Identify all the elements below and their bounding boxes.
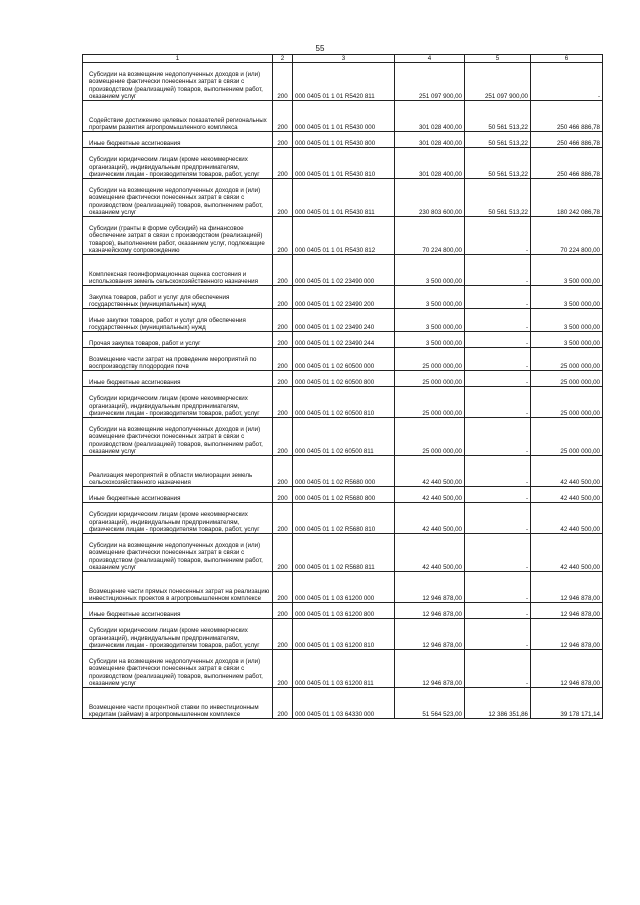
row-executed-amount: - xyxy=(465,619,531,650)
row-description-text: Иные бюджетные ассигнования xyxy=(89,611,181,618)
table-row xyxy=(83,132,603,148)
row-classification-code: 000 0405 01 1 02 60500 800 xyxy=(293,371,395,387)
table-body xyxy=(83,55,603,719)
row-executed-amount: - xyxy=(465,371,531,387)
table-row xyxy=(83,217,603,255)
row-executed-amount: - xyxy=(465,286,531,309)
table-row xyxy=(83,101,603,132)
row-description xyxy=(83,688,273,719)
row-code: 200 xyxy=(273,603,293,619)
row-code: 200 xyxy=(273,688,293,719)
row-approved-amount: 230 803 600,00 xyxy=(395,179,465,217)
row-unexecuted-amount: 3 500 000,00 xyxy=(531,286,603,309)
row-description xyxy=(83,286,273,309)
table-row xyxy=(83,309,603,332)
row-approved-amount: 301 028 400,00 xyxy=(395,101,465,132)
row-description xyxy=(83,309,273,332)
row-unexecuted-amount: 42 440 500,00 xyxy=(531,456,603,487)
row-executed-amount: 50 561 513,22 xyxy=(465,132,531,148)
row-executed-amount: - xyxy=(465,456,531,487)
table-row xyxy=(83,619,603,650)
row-unexecuted-amount: 25 000 000,00 xyxy=(531,418,603,456)
row-unexecuted-amount: 25 000 000,00 xyxy=(531,371,603,387)
row-description xyxy=(83,63,273,101)
row-code: 200 xyxy=(273,255,293,286)
row-code: 200 xyxy=(273,650,293,688)
row-executed-amount: - xyxy=(465,255,531,286)
row-description xyxy=(83,148,273,179)
table-row xyxy=(83,603,603,619)
row-executed-amount: - xyxy=(465,487,531,503)
row-classification-code: 000 0405 01 1 01 R5430 810 xyxy=(293,148,395,179)
row-classification-code: 000 0405 01 1 02 23490 000 xyxy=(293,255,395,286)
header-cell-6: 6 xyxy=(531,55,603,63)
table-row xyxy=(83,286,603,309)
row-unexecuted-amount: 180 242 086,78 xyxy=(531,179,603,217)
row-unexecuted-amount: 39 178 171,14 xyxy=(531,688,603,719)
row-unexecuted-amount: 42 440 500,00 xyxy=(531,487,603,503)
row-classification-code: 000 0405 01 1 02 R5680 810 xyxy=(293,503,395,534)
row-classification-code: 000 0405 01 1 03 64330 000 xyxy=(293,688,395,719)
row-code: 200 xyxy=(273,286,293,309)
row-approved-amount: 12 946 878,00 xyxy=(395,619,465,650)
table-row xyxy=(83,503,603,534)
row-description-text: Содействие достижению целевых показателей региональных программ развития агропромышленного комплекса xyxy=(89,116,267,131)
row-classification-code: 000 0405 01 1 02 R5680 000 xyxy=(293,456,395,487)
row-approved-amount: 25 000 000,00 xyxy=(395,387,465,418)
header-cell-2: 2 xyxy=(273,55,293,63)
row-code: 200 xyxy=(273,387,293,418)
row-unexecuted-amount: 25 000 000,00 xyxy=(531,348,603,371)
row-description xyxy=(83,132,273,148)
row-approved-amount: 70 224 800,00 xyxy=(395,217,465,255)
row-classification-code: 000 0405 01 1 01 R5430 000 xyxy=(293,101,395,132)
row-code: 200 xyxy=(273,309,293,332)
row-unexecuted-amount: 3 500 000,00 xyxy=(531,309,603,332)
row-approved-amount: 51 564 523,00 xyxy=(395,688,465,719)
row-description xyxy=(83,619,273,650)
row-code: 200 xyxy=(273,179,293,217)
table-row xyxy=(83,487,603,503)
row-description-text: Закупка товаров, работ и услуг для обеспечения государственных (муниципальных) нужд xyxy=(89,293,230,308)
row-approved-amount: 3 500 000,00 xyxy=(395,332,465,348)
row-code: 200 xyxy=(273,348,293,371)
row-executed-amount: 50 561 513,22 xyxy=(465,101,531,132)
row-executed-amount: - xyxy=(465,534,531,572)
row-classification-code: 000 0405 01 1 03 61200 800 xyxy=(293,603,395,619)
row-description xyxy=(83,217,273,255)
row-approved-amount: 3 500 000,00 xyxy=(395,255,465,286)
row-description-text: Субсидии юридическим лицам (кроме некоммерческих организаций), индивидуальным предпринимателям, физическим лицам - производителям товаров, работ, услуг xyxy=(89,156,260,178)
row-classification-code: 000 0405 01 1 02 60500 000 xyxy=(293,348,395,371)
row-code: 200 xyxy=(273,332,293,348)
row-classification-code: 000 0405 01 1 03 61200 810 xyxy=(293,619,395,650)
table-row xyxy=(83,688,603,719)
row-description xyxy=(83,487,273,503)
page-number: 55 xyxy=(315,44,325,53)
table-row xyxy=(83,348,603,371)
table-row xyxy=(83,534,603,572)
row-unexecuted-amount: 3 500 000,00 xyxy=(531,332,603,348)
row-description xyxy=(83,650,273,688)
row-executed-amount: - xyxy=(465,348,531,371)
row-approved-amount: 301 028 400,00 xyxy=(395,132,465,148)
row-approved-amount: 251 097 900,00 xyxy=(395,63,465,101)
row-executed-amount: - xyxy=(465,387,531,418)
row-approved-amount: 3 500 000,00 xyxy=(395,309,465,332)
row-unexecuted-amount: - xyxy=(531,63,603,101)
header-cell-3: 3 xyxy=(293,55,395,63)
row-unexecuted-amount: 25 000 000,00 xyxy=(531,387,603,418)
row-executed-amount: - xyxy=(465,332,531,348)
row-description-text: Иные бюджетные ассигнования xyxy=(89,379,181,386)
row-classification-code: 000 0405 01 1 01 R5430 812 xyxy=(293,217,395,255)
row-approved-amount: 42 440 500,00 xyxy=(395,487,465,503)
row-classification-code: 000 0405 01 1 02 R5680 800 xyxy=(293,487,395,503)
row-approved-amount: 42 440 500,00 xyxy=(395,456,465,487)
row-description xyxy=(83,255,273,286)
row-executed-amount: - xyxy=(465,309,531,332)
row-description-text: Иные закупки товаров, работ и услуг для обеспечения государственных (муниципальных) нужд xyxy=(89,316,246,331)
row-description-text: Субсидии (гранты в форме субсидий) на финансовое обеспечение затрат в связи с производством (реализацией) товаров), выполнением работ, оказанием услуг, подлежащие казначейскому сопровождению xyxy=(89,224,265,254)
row-code: 200 xyxy=(273,101,293,132)
row-description xyxy=(83,387,273,418)
row-description-text: Субсидии на возмещение недополученных доходов и (или) возмещение фактически понесенных затрат в связи с производством (реализацией) товаров, выполнением работ, оказанием услуг xyxy=(89,70,263,100)
row-description-text: Иные бюджетные ассигнования xyxy=(89,495,181,502)
row-approved-amount: 301 028 400,00 xyxy=(395,148,465,179)
row-executed-amount: 12 386 351,86 xyxy=(465,688,531,719)
row-unexecuted-amount: 3 500 000,00 xyxy=(531,255,603,286)
table-row xyxy=(83,456,603,487)
table-row xyxy=(83,179,603,217)
row-executed-amount: - xyxy=(465,603,531,619)
row-unexecuted-amount: 250 466 886,78 xyxy=(531,101,603,132)
row-approved-amount: 12 946 878,00 xyxy=(395,572,465,603)
row-unexecuted-amount: 12 946 878,00 xyxy=(531,572,603,603)
row-description xyxy=(83,534,273,572)
row-approved-amount: 25 000 000,00 xyxy=(395,418,465,456)
header-row xyxy=(83,55,603,63)
row-description xyxy=(83,179,273,217)
row-unexecuted-amount: 12 946 878,00 xyxy=(531,603,603,619)
row-code: 200 xyxy=(273,619,293,650)
row-description xyxy=(83,332,273,348)
budget-execution-table xyxy=(82,54,603,719)
row-approved-amount: 3 500 000,00 xyxy=(395,286,465,309)
row-description-text: Реализация мероприятий в области мелиорации земель сельскохозяйственного назначения xyxy=(89,471,253,486)
row-unexecuted-amount: 250 466 886,78 xyxy=(531,132,603,148)
header-cell-5: 5 xyxy=(465,55,531,63)
row-executed-amount: 50 561 513,22 xyxy=(465,179,531,217)
row-code: 200 xyxy=(273,534,293,572)
row-classification-code: 000 0405 01 1 01 R5430 811 xyxy=(293,179,395,217)
table-row xyxy=(83,148,603,179)
row-unexecuted-amount: 42 440 500,00 xyxy=(531,534,603,572)
row-code: 200 xyxy=(273,487,293,503)
row-description xyxy=(83,456,273,487)
row-classification-code: 000 0405 01 1 02 23490 240 xyxy=(293,309,395,332)
row-approved-amount: 25 000 000,00 xyxy=(395,348,465,371)
row-code: 200 xyxy=(273,418,293,456)
row-executed-amount: - xyxy=(465,418,531,456)
row-approved-amount: 42 440 500,00 xyxy=(395,503,465,534)
row-executed-amount: - xyxy=(465,572,531,603)
row-classification-code: 000 0405 01 1 02 23490 200 xyxy=(293,286,395,309)
row-description-text: Субсидии на возмещение недополученных доходов и (или) возмещение фактически понесенных затрат в связи с производством (реализацией) товаров, выполнением работ, оказанием услуг xyxy=(89,186,263,216)
table-row xyxy=(83,572,603,603)
row-description xyxy=(83,371,273,387)
header-cell-1: 1 xyxy=(83,55,273,63)
row-classification-code: 000 0405 01 1 03 61200 811 xyxy=(293,650,395,688)
row-executed-amount: - xyxy=(465,650,531,688)
row-description-text: Возмещение части процентной ставки по инвестиционным кредитам (займам) в агропромышленном комплексе xyxy=(89,703,259,718)
row-code: 200 xyxy=(273,503,293,534)
row-unexecuted-amount: 70 224 800,00 xyxy=(531,217,603,255)
table-row xyxy=(83,650,603,688)
row-description xyxy=(83,572,273,603)
row-executed-amount: - xyxy=(465,503,531,534)
row-description-text: Комплексная геоинформационная оценка состояния и использования земель сельскохозяйственного назначения xyxy=(89,270,258,285)
row-description-text: Прочая закупка товаров, работ и услуг xyxy=(89,340,201,347)
row-approved-amount: 25 000 000,00 xyxy=(395,371,465,387)
row-description xyxy=(83,603,273,619)
row-unexecuted-amount: 12 946 878,00 xyxy=(531,619,603,650)
row-executed-amount: 251 097 900,00 xyxy=(465,63,531,101)
row-description-text: Субсидии юридическим лицам (кроме некоммерческих организаций), индивидуальным предпринимателям, физическим лицам - производителям товаров, работ, услуг xyxy=(89,395,260,417)
row-classification-code: 000 0405 01 1 02 60500 811 xyxy=(293,418,395,456)
row-unexecuted-amount: 12 946 878,00 xyxy=(531,650,603,688)
row-description xyxy=(83,503,273,534)
table-row xyxy=(83,63,603,101)
table-row xyxy=(83,418,603,456)
row-unexecuted-amount: 42 440 500,00 xyxy=(531,503,603,534)
row-classification-code: 000 0405 01 1 02 60500 810 xyxy=(293,387,395,418)
row-code: 200 xyxy=(273,217,293,255)
row-code: 200 xyxy=(273,148,293,179)
row-code: 200 xyxy=(273,456,293,487)
row-code: 200 xyxy=(273,63,293,101)
row-approved-amount: 12 946 878,00 xyxy=(395,603,465,619)
row-code: 200 xyxy=(273,572,293,603)
row-classification-code: 000 0405 01 1 01 R5420 811 xyxy=(293,63,395,101)
row-code: 200 xyxy=(273,132,293,148)
row-executed-amount: 50 561 513,22 xyxy=(465,148,531,179)
row-classification-code: 000 0405 01 1 02 23490 244 xyxy=(293,332,395,348)
row-description-text: Субсидии юридическим лицам (кроме некоммерческих организаций), индивидуальным предпринимателям, физическим лицам - производителям товаров, работ, услуг xyxy=(89,627,260,649)
row-classification-code: 000 0405 01 1 01 R5430 800 xyxy=(293,132,395,148)
row-description xyxy=(83,348,273,371)
row-description xyxy=(83,101,273,132)
row-description-text: Субсидии юридическим лицам (кроме некоммерческих организаций), индивидуальным предпринимателям, физическим лицам - производителям товаров, работ, услуг xyxy=(89,511,260,533)
row-description-text: Иные бюджетные ассигнования xyxy=(89,140,181,147)
row-description xyxy=(83,418,273,456)
table-row xyxy=(83,332,603,348)
row-description-text: Возмещение части прямых понесенных затрат на реализацию инвестиционных проектов в агропромышленном комплексе xyxy=(89,587,270,602)
row-description-text: Субсидии на возмещение недополученных доходов и (или) возмещение фактически понесенных затрат в связи с производством (реализацией) товаров, выполнением работ, оказанием услуг xyxy=(89,425,263,455)
row-code: 200 xyxy=(273,371,293,387)
row-approved-amount: 42 440 500,00 xyxy=(395,534,465,572)
table-row xyxy=(83,387,603,418)
row-executed-amount: - xyxy=(465,217,531,255)
row-description-text: Субсидии на возмещение недополученных доходов и (или) возмещение фактически понесенных затрат в связи с производством (реализацией) товаров, выполнением работ, оказанием услуг xyxy=(89,657,263,687)
row-approved-amount: 12 946 878,00 xyxy=(395,650,465,688)
row-description-text: Возмещение части затрат на проведение мероприятий по воспроизводству плодородия почв xyxy=(89,355,257,370)
row-unexecuted-amount: 250 466 886,78 xyxy=(531,148,603,179)
row-description-text: Субсидии на возмещение недополученных доходов и (или) возмещение фактически понесенных затрат в связи с производством (реализацией) товаров, выполнением работ, оказанием услуг xyxy=(89,541,263,571)
table-row xyxy=(83,371,603,387)
row-classification-code: 000 0405 01 1 03 61200 000 xyxy=(293,572,395,603)
header-cell-4: 4 xyxy=(395,55,465,63)
row-classification-code: 000 0405 01 1 02 R5680 811 xyxy=(293,534,395,572)
table-row xyxy=(83,255,603,286)
